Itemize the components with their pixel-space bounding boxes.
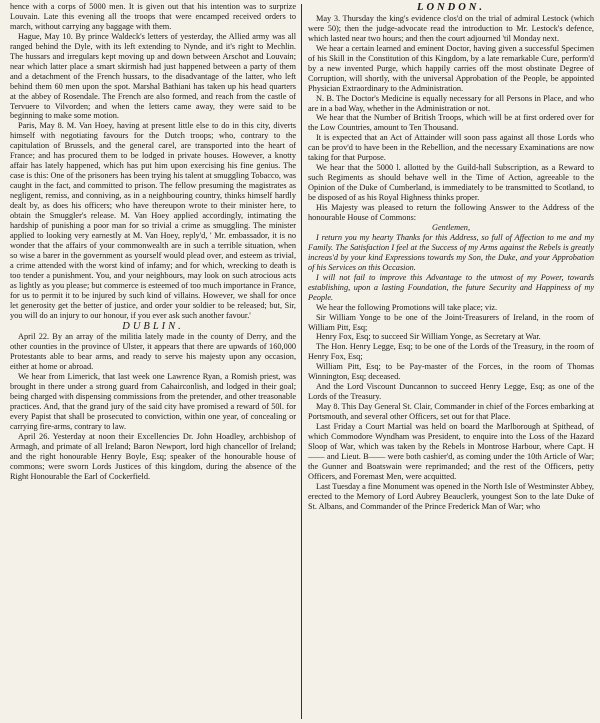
article-paragraph: And the Lord Viscount Duncannon to succeed Henry Legge, Esq; as one of the Lords of the Treasury. — [308, 382, 595, 402]
article-paragraph: We hear that the Number of British Troops, which will be at first ordered over for the Low Countries, amount to Ten Thousand. — [308, 113, 595, 133]
article-paragraph: April 26. Yesterday at noon their Excellencies Dr. John Hoadley, archbishop of Armagh, and primate of all Ireland; Baron Newport, lord high chancellor of Ireland; and the right honourable Henry Boyle, Esq; speaker of the honourable house of commons; were sworn Lords Justices of this kingdom, during the absence of the Right Honourable the Earl of Cockerfield. — [10, 431, 297, 481]
article-paragraph: We hear a certain learned and eminent Doctor, having given a successful Specimen of his Skill in the Constitution of this Kingdom, by a late remarkable Cure, perform'd by a new invented Purge, which happily carries off the most obstinate Degree of Corruption, will shortly, with the universal Approbation of the People, be appointed Physician Extraordinary to the Administration. — [308, 43, 595, 93]
article-paragraph: April 22. By an array of the militia lately made in the county of Derry, and the other counties in the province of Ulster, it appears that there are upwards of 160,000 Protestants able to bear arms, and ready to serve his majesty upon any occasion, either at home or abroad. — [10, 332, 297, 372]
article-paragraph: Last Friday a Court Martial was held on board the Marlborough at Spithead, of which Commodore Wyndham was President, to enquire into the Loss of the Hazard Sloop of War, which was taken by the Rebels in Montrose Harbour, where Capt. H—— and Lieut. B—— were both cashier'd, as coming under the 10th Article of War; the Gunner and Boatswain were reprimanded; and the rest of the Officers, petty Officers, and Foremast Men, were acquitted. — [308, 422, 595, 481]
address-salutation: Gentlemen, — [432, 222, 471, 232]
section-heading-london: LONDON. — [417, 2, 485, 13]
article-paragraph: The Hon. Henry Legge, Esq; to be one of the Lords of the Treasury, in the room of Henry Fox, Esq; — [308, 342, 595, 362]
article-paragraph: Sir William Yonge to be one of the Joint-Treasurers of Ireland, in the room of William Pitt, Esq; — [308, 312, 595, 332]
left-column — [10, 2, 301, 723]
article-paragraph: William Pitt, Esq; to be Pay-master of the Forces, in the room of Thomas Winnington, Esq; deceased. — [308, 362, 595, 382]
royal-answer-paragraph: I will not fail to improve this Advantage to the utmost of my Power, towards establishing, upon a lasting Foundation, the future Security and Happiness of my People. — [308, 272, 595, 302]
article-paragraph: hence with a corps of 5000 men. It is given out that his intention was to surprize Louvain. Late this evening all the troops that were encamped received orders to march, without carrying any baggage with them. — [10, 2, 297, 31]
section-heading-dublin: DUBLIN. — [122, 320, 184, 332]
article-paragraph: We hear from Limerick, that last week one Lawrence Ryan, a Romish priest, was brought in there under a strong guard from Cahairconlish, and lodged in their goal; being charged with dispensing commissions from the pretender, and other treasonable practices. And, that the grand jury of the said city have promised a reward of 50l. for every Papist that shall be prosecuted to conviction, within one year, of concealing or carrying fire-arms, contrary to law. — [10, 372, 297, 432]
article-paragraph: Last Tuesday a fine Monument was opened in the North Isle of Westminster Abbey, erected to the Memory of Lord Aubrey Beauclerk, youngest Son to the late Duke of St. Albans, and Commander of the Prince Frederick Man of War; who — [308, 481, 595, 511]
article-paragraph: May 8. This Day General St. Clair, Commander in chief of the Forces embarking at Portsmouth, and several other Officers, set out for that Place. — [308, 402, 595, 422]
article-paragraph: N. B. The Doctor's Medicine is equally necessary for all Persons in Place, and who are in a bad Way, whether in the Administration or not. — [308, 93, 595, 113]
article-paragraph: Hague, May 10. By prince Waldeck's letters of yesterday, the Allied army was all ranged behind the Dyle, with its left extending to Nynde, and it's right to Mechlin. The hussars and irregulars kept moving up and down between Arschot and Louvain; near which latter place a smart skirmish had just happened between a party of them and a detachment of the French hussars, to the disadvantage of the latter, who left behind them 60 men upon the spot. Marshal Bathiani has taken up his head quarters at the abbey of Rosendale. The French are also formed, and reach from the castle of Tervuere to Vilvorden; and when the letters came away, they were said to be beginning to make some motion. — [10, 31, 297, 121]
article-paragraph: It is expected that an Act of Attainder will soon pass against all those Lords who can be prov'd to have been in the Rebellion, and the necessary Examinations are now taking for that Purpose. — [308, 133, 595, 163]
article-paragraph: We hear that the 5000 l. allotted by the Guild-hall Subscription, as a Reward to such Regiments as should behave well in the Time of Action, agreeable to the Opinion of the Duke of Cumberland, is immediately to be transmitted to Scotland, to be disposed of as his Royal Highness thinks proper. — [308, 163, 595, 203]
article-paragraph: May 3. Thursday the king's evidence clos'd on the trial of admiral Lestock (which were 50); then the judge-advocate read the introduction to Mr. Lestock's defence, which lasted near two hours; and then the court adjourned 'til Monday next. — [308, 13, 595, 43]
article-paragraph: Paris, May 8. M. Van Hoey, having at present little else to do in this city, diverts himself with negotiating favours for the Dutch troops; who, contrary to the capitulation of Brussels, and the general carel, are transported into the heart of France; and has procured them to be lodged in private houses. However, a knotty affair has lately happened, which has put him upon exercising his fine genius. The case is this: One of the prisoners has been trying his talent at smuggling Tobacco, was caught in the fact, and committed to prison. The fellow presuming the magistrates as negligent, remiss, and conniving, as in a neighbouring country, thinks himself hardly dealt by, as does his officers; who have thereupon wrote to their minister here, to obtain the Smuggler's release. M. Van Hoey applied accordingly, intimating the hardship of punishing a poor man for so trivial a crime as smuggling. The minister applied to looking very earnestly at M. Van Hoey, reply'd, ' Mr. embassador, it is no wonder that the affairs of your commonwealth are in such a terrible situation, when so wise a barer in the government as yourself would plead over, and esteem as trivial, a crime attended with the worst kind of infamy; and for which, wrecking to death is too tender a punishment. You, and your neighbours, may look on such atrocious acts as lightly as you please; but commerce is esteemed of too much importance in France, for us to permit it to be injured by such kind of villains. However, we shall for once let generosity get the better of justice, and order your soldier to be released; but, Sir, you will do an injury to our honour, if you ever ask such another favour.' — [10, 121, 297, 320]
two-column-layout — [10, 2, 594, 723]
royal-answer-paragraph: I return you my hearty Thanks for this Address, so full of Affection to me and my Family. The Satisfaction I feel at the Success of my Arms against the Rebels is greatly increas'd by your kind Expressions towards my Son, the Duke, and your Approbation of his Services on this Occasion. — [308, 232, 595, 272]
article-paragraph: We hear the following Promotions will take place; viz. — [316, 302, 498, 312]
article-paragraph: His Majesty was pleased to return the following Answer to the Address of the honourable House of Commons: — [308, 203, 595, 223]
right-column — [302, 2, 594, 723]
article-paragraph: Henry Fox, Esq; to succeed Sir William Yonge, as Secretary at War. — [316, 332, 541, 342]
